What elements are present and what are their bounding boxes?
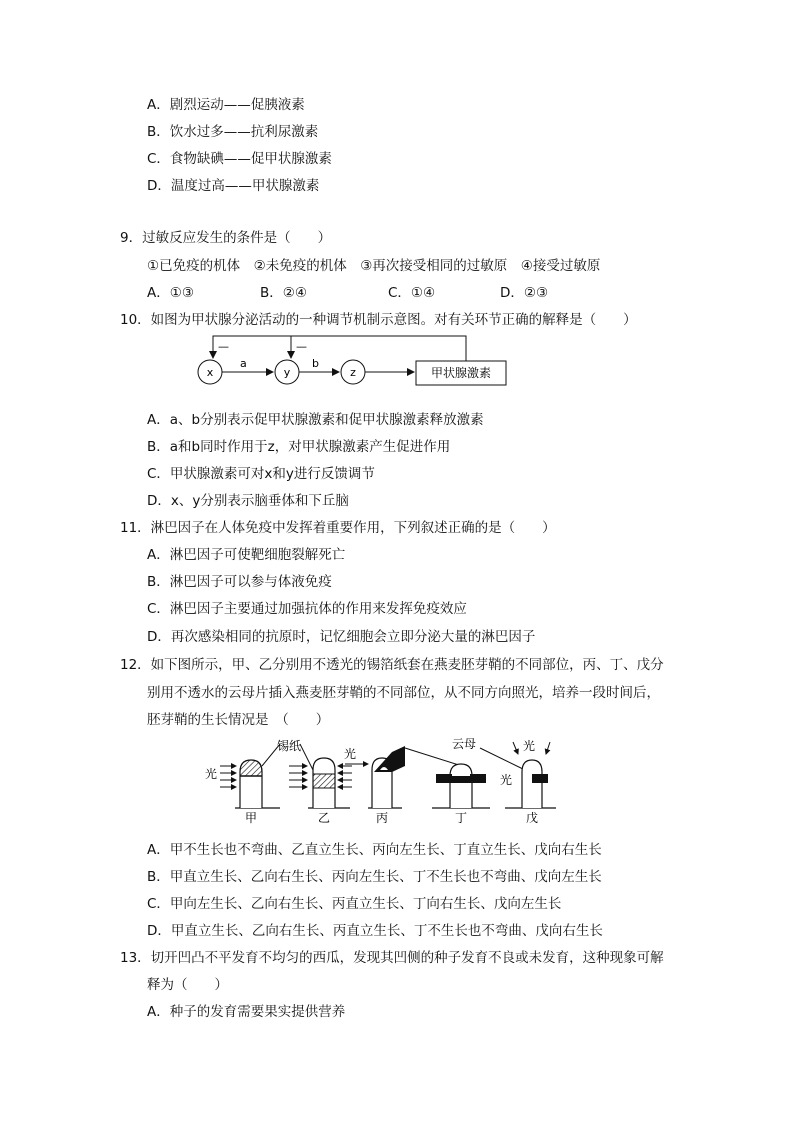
- q13-option-a: A．种子的发育需要果实提供营养: [147, 1004, 346, 1020]
- light-label-jia: 光: [205, 767, 218, 781]
- arrow-a-label: a: [240, 357, 247, 370]
- q11-option-c: C．淋巴因子主要通过加强抗体的作用来发挥免疫效应: [147, 601, 467, 617]
- q12-stem-line-3: 胚芽鞘的生长情况是 （ ）: [147, 712, 330, 728]
- q13-stem-line-2: 释为（ ）: [147, 977, 228, 993]
- q12-option-a: A．甲不生长也不弯曲、乙直立生长、丙向左生长、丁直立生长、戊向右生长: [147, 842, 602, 858]
- q10-option-c: C．甲状腺激素可对x和y进行反馈调节: [147, 466, 375, 482]
- q8-option-c: C．食物缺碘——促甲状腺激素: [147, 151, 332, 167]
- q12-stem-line-2: 别用不透水的云母片插入燕麦胚芽鞘的不同部位，从不同方向照光，培养一段时间后，: [147, 685, 660, 701]
- q8-option-d: D．温度过高——甲状腺激素: [147, 178, 320, 194]
- q10-option-a: A．a、b分别表示促甲状腺激素和促甲状腺激素释放激素: [147, 412, 484, 428]
- q9-option-b: B．②④: [260, 285, 307, 301]
- mica-wu: [532, 774, 548, 783]
- q13-stem-line-1: 13．切开凹凸不平发育不均匀的西瓜，发现其凹侧的种子发育不良或未发育，这种现象可解: [120, 950, 664, 966]
- coleoptile-wu: [522, 760, 542, 808]
- coleoptile-ding: [450, 764, 472, 808]
- q11-option-a: A．淋巴因子可使靶细胞裂解死亡: [147, 547, 346, 563]
- light-label-bing: 光: [344, 747, 357, 761]
- q9-option-d: D．②③: [500, 285, 549, 301]
- q8-option-b: B．饮水过多——抗利尿激素: [147, 124, 319, 140]
- foil-label: 锡纸: [277, 739, 302, 753]
- feedback-sign-x: —: [218, 340, 229, 353]
- hormone-box-label: 甲状腺激素: [430, 366, 492, 380]
- q11-option-b: B．淋巴因子可以参与体液免疫: [147, 574, 332, 590]
- node-x-label: x: [206, 366, 214, 379]
- q12-coleoptile-figure: [200, 736, 570, 826]
- label-bing: 丙: [375, 811, 389, 825]
- label-ding: 丁: [454, 811, 468, 825]
- q10-feedback-diagram: [190, 330, 520, 392]
- q10-option-b: B．a和b同时作用于z，对甲状腺激素产生促进作用: [147, 439, 451, 455]
- q9-option-c: C．①④: [388, 285, 436, 301]
- q11-stem: 11．淋巴因子在人体免疫中发挥着重要作用，下列叙述正确的是（ ）: [120, 520, 556, 536]
- arrow-b-label: b: [312, 357, 319, 370]
- label-jia: 甲: [244, 811, 258, 825]
- q12-option-d: D．甲直立生长、乙向右生长、丙直立生长、丁不生长也不弯曲、戊向右生长: [147, 923, 603, 939]
- q11-option-d: D．再次感染相同的抗原时，记忆细胞会立即分泌大量的淋巴因子: [147, 629, 536, 645]
- light-label-wu-side: 光: [500, 773, 513, 787]
- label-wu: 戊: [525, 811, 539, 825]
- mica-label: 云母: [452, 737, 477, 751]
- feedback-line: [213, 336, 466, 362]
- q12-option-b: B．甲直立生长、乙向右生长、丙向左生长、丁不生长也不弯曲、戊向左生长: [147, 869, 602, 885]
- q9-option-a: A．①③: [147, 285, 194, 301]
- label-yi: 乙: [317, 811, 331, 825]
- q12-option-c: C．甲向左生长、乙向右生长、丙直立生长、丁向右生长、戊向左生长: [147, 896, 562, 912]
- q12-stem-line-1: 12．如下图所示，甲、乙分别用不透光的锡箔纸套在燕麦胚芽鞘的不同部位，丙、丁、戊分: [120, 657, 664, 673]
- q8-option-a: A．剧烈运动——促胰液素: [147, 97, 305, 113]
- node-z-label: z: [350, 366, 356, 379]
- feedback-sign-y: —: [296, 340, 307, 353]
- light-label-wu-top: 光: [523, 739, 536, 753]
- q10-stem: 10．如图为甲状腺分泌活动的一种调节机制示意图。对有关环节正确的解释是（ ）: [120, 312, 637, 328]
- q9-items: ①已免疫的机体 ②未免疫的机体 ③再次接受相同的过敏原 ④接受过敏原: [147, 258, 601, 274]
- node-y-label: y: [283, 366, 291, 379]
- q9-stem: 9．过敏反应发生的条件是（ ）: [120, 230, 332, 246]
- q10-option-d: D．x、y分别表示脑垂体和下丘脑: [147, 493, 349, 509]
